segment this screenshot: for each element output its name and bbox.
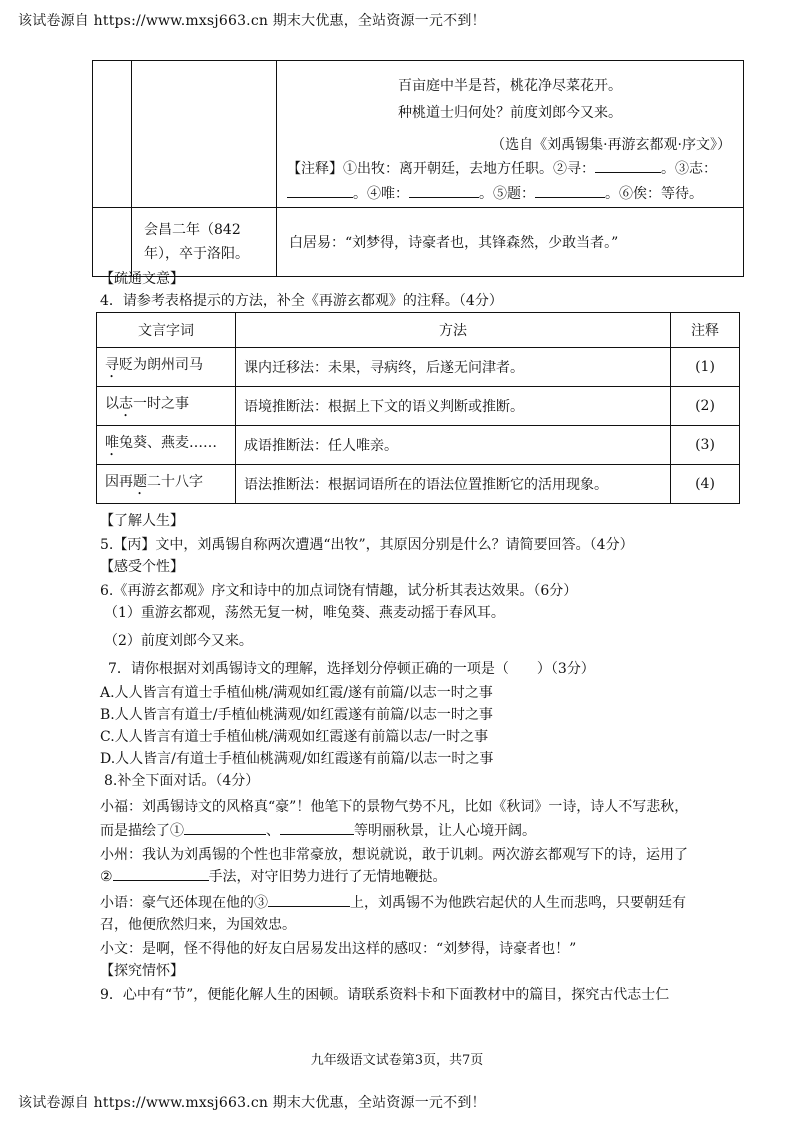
table-row [97,426,740,465]
question-6-part-2: （2）前度刘郎今又来。 [104,633,253,649]
option-b[interactable]: B.人人皆言有道士/手植仙桃满观/如红霞遂有前篇/以志一时之事 [100,707,493,723]
question-7: 7．请你根据对刘禹锡诗文的理解，选择划分停顿正确的一项是（ ）（3分） [108,661,595,677]
section-heading-4: 【探究情怀】 [100,963,184,979]
blank-8-1b[interactable] [280,820,354,835]
header-note: 注释 [671,313,740,348]
poem-table [92,60,744,277]
poem [277,73,743,127]
table-row [97,387,740,426]
method-cell: 成语推断法：任人唯亲。 [236,426,671,465]
bai-juyi-quote: 白居易：“刘梦得，诗豪者也，其锋森然，少敢当者。” [277,208,744,277]
dotted-word: 唯 [105,434,119,451]
question-6-part-1: （1）重游玄都观，荡然无复一树，唯兔葵、燕麦动摇于春风耳。 [104,605,505,621]
blank-8-3[interactable] [268,892,350,907]
note-cell[interactable]: (1) [671,348,740,387]
word-cell: 寻贬为朗州司马 [97,348,236,387]
question-8: 8.补全下面对话。（4分） [104,773,260,789]
dialogue-xiaoyu-1: 小语：豪气还体现在他的③ 上，刘禹锡不为他跌宕起伏的人生而悲鸣，只要朝廷有 [100,892,686,914]
note-cell[interactable]: (2) [671,387,740,426]
blank-2[interactable] [595,158,661,173]
dialogue-xiaoyu-2: 召，他便欣然归来，为国效忠。 [100,917,296,933]
page-footer: 九年级语文试卷第3页，共7页 [310,1053,484,1068]
poem-source: （选自《刘禹锡集·再游玄都观·序文》） [491,137,731,153]
poem-line-1: 百亩庭中半是苔，桃花净尽菜花开。 [398,78,622,94]
dialogue-xiaozhou-2: ② 手法，对守旧势力进行了无情地鞭挞。 [100,866,447,888]
poem-table-cell-blank [93,61,132,208]
question-5: 5.【丙】文中，刘禹锡自称两次遭遇“出牧”，其原因分别是什么？请简要回答。（4分） [100,537,634,553]
annotation-3: 。③志： [661,161,717,177]
blank-5[interactable] [535,183,605,198]
section-heading-3: 【感受个性】 [100,559,184,575]
question-9: 9．心中有“节”，便能化解人生的困顿。请联系资料卡和下面教材中的篇目，探究古代志士仁 [100,987,670,1003]
note-cell[interactable]: (4) [671,465,740,504]
dotted-word: 寻 [105,356,119,373]
section-heading-2: 【了解人生】 [100,513,184,529]
word-cell: 唯兔葵、燕麦…… [97,426,236,465]
death-date [132,208,277,277]
blank-3[interactable] [287,183,353,198]
dialogue-xiaofu-1: 小福：刘禹锡诗文的风格真“豪”！他笔下的景物气势不凡，比如《秋词》一诗，诗人不写悲秋， [100,799,689,815]
dotted-word: 志 [119,395,133,412]
dialogue-xiaozhou-1: 小州：我认为刘禹锡的个性也非常豪放，想说就说，敢于讥刺。两次游玄都观写下的诗，运用了 [100,847,688,863]
blank-8-2[interactable] [113,866,209,881]
poem-table-cell-poem [277,61,744,208]
question-4: 4．请参考表格提示的方法，补全《再游玄都观》的注释。（4分） [100,293,503,309]
blank-8-1a[interactable] [184,820,266,835]
dialogue-xiaofu-2: 而是描绘了① 、 等明丽秋景，让人心境开阔。 [100,820,536,842]
section-heading-1: 【疏通文意】 [100,271,184,287]
annotation-lead: 【注释】①出牧：离开朝廷，去地方任职。②寻： [287,161,595,177]
watermark-footer: 该试卷源自 https://www.mxsj663.cn 期末大优惠，全站资源一元不到！ [18,1095,486,1111]
annotation-6: 。⑥俟：等待。 [605,186,703,202]
annotation-4: 。④唯： [353,186,409,202]
method-table [96,312,740,504]
question-6: 6.《再游玄都观》序文和诗中的加点词饶有情趣，试分析其表达效果。（6分） [100,583,578,599]
method-cell: 课内迁移法：未果，寻病终，后遂无问津者。 [236,348,671,387]
header-method: 方法 [236,313,671,348]
poem-table-row2-blank [93,208,132,277]
word-cell: 因再题二十八字 [97,465,236,504]
annotation [277,157,743,207]
header-word: 文言字词 [97,313,236,348]
poem-line-2: 种桃道士归何处？前度刘郎今又来。 [398,105,622,121]
method-table-header [97,313,740,348]
watermark-header: 该试卷源自 https://www.mxsj663.cn 期末大优惠，全站资源一元不到！ [18,13,486,29]
dotted-word: 题 [133,473,147,490]
poem-table-cell-empty [132,61,277,208]
death-date-line-2: 年），卒于洛阳。 [144,246,249,262]
option-c[interactable]: C.人人皆言有道士手植仙桃/满观如红霞遂有前篇以志/一时之事 [100,729,489,745]
word-cell: 以志一时之事 [97,387,236,426]
dialogue-xiaowen: 小文：是啊，怪不得他的好友白居易发出这样的感叹：“刘梦得，诗豪者也！” [100,941,577,957]
table-row [97,348,740,387]
annotation-5: 。⑤题： [479,186,535,202]
method-cell: 语境推断法：根据上下文的语义判断或推断。 [236,387,671,426]
blank-4[interactable] [409,183,479,198]
note-cell[interactable]: (3) [671,426,740,465]
table-row [97,465,740,504]
option-a[interactable]: A.人人皆言有道士手植仙桃/满观如红霞/遂有前篇/以志一时之事 [100,685,493,701]
method-cell: 语法推断法：根据词语所在的语法位置推断它的活用现象。 [236,465,671,504]
option-d[interactable]: D.人人皆言/有道士手植仙桃满观/如红霞遂有前篇/以志一时之事 [100,751,494,767]
death-date-line-1: 会昌二年（842 [144,222,241,238]
